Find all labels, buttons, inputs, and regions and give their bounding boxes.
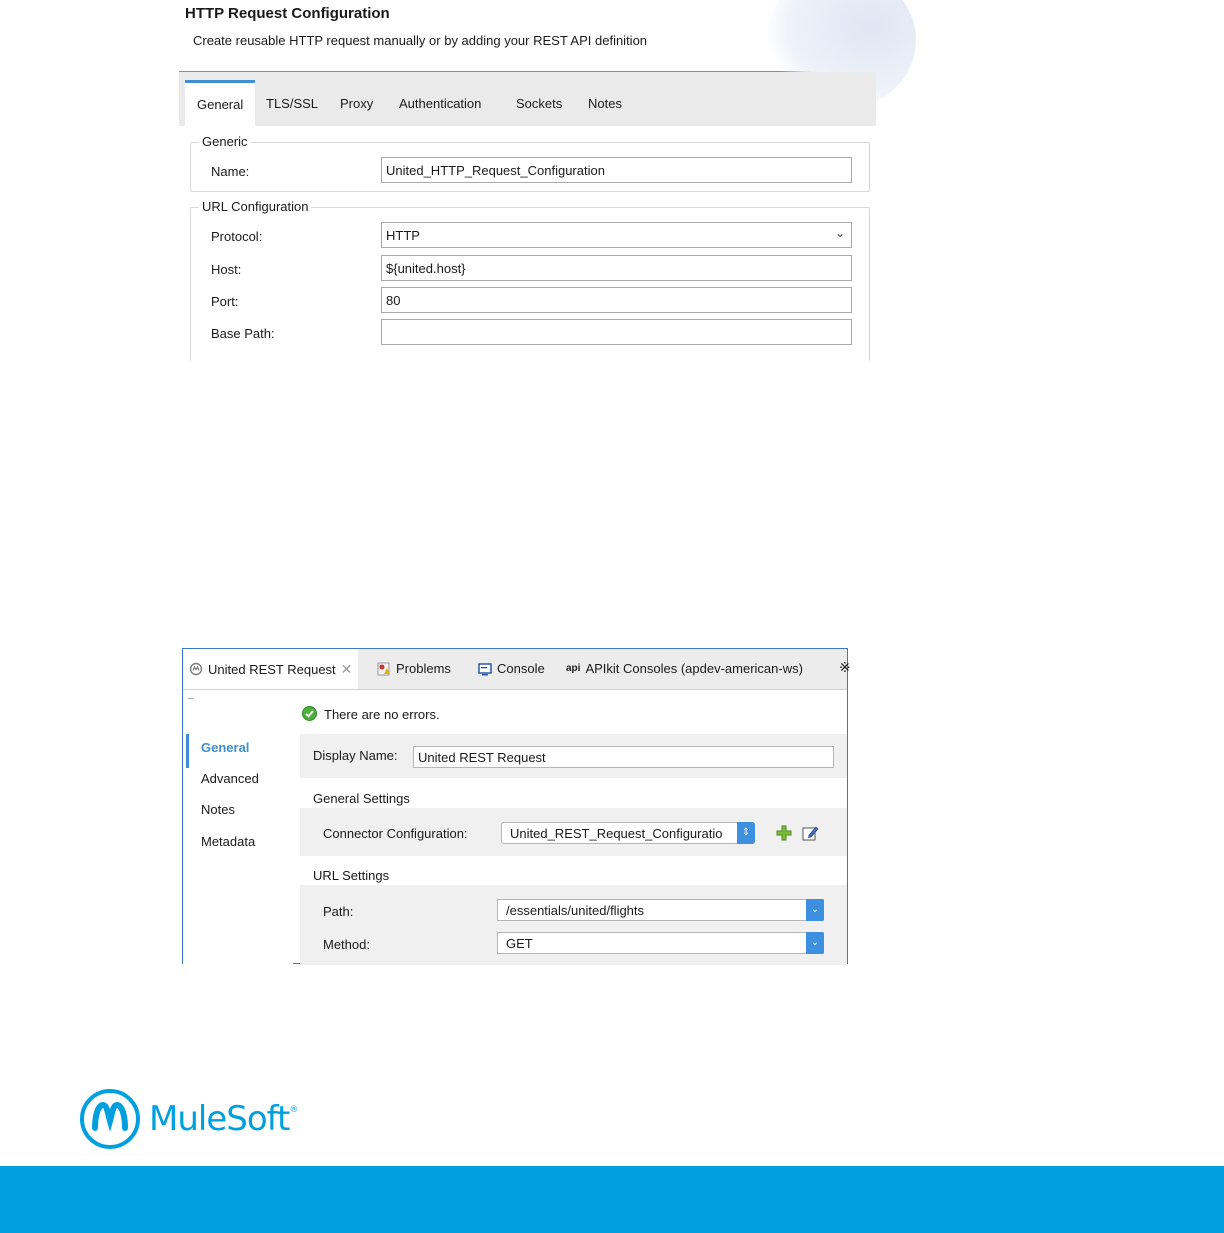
properties-panel [182, 648, 851, 964]
general-settings-row [300, 808, 847, 856]
path-label: Path: [323, 904, 354, 919]
path-value: /essentials/united/flights [506, 903, 645, 918]
footer-bar [0, 1166, 1224, 1233]
display-name-label: Display Name: [313, 748, 398, 763]
collapse-marker: – [188, 693, 194, 704]
overflow-icon[interactable]: ※ [839, 659, 851, 675]
config-tab-bar [179, 72, 876, 126]
protocol-value: HTTP [386, 228, 420, 243]
mulesoft-logo-icon [79, 1088, 141, 1150]
url-configuration-group [190, 199, 870, 361]
method-value: GET [506, 936, 533, 951]
protocol-select[interactable] [381, 222, 852, 248]
host-label: Host: [211, 262, 242, 277]
dialog-title: HTTP Request Configuration [185, 5, 390, 22]
dialog-subtitle: Create reusable HTTP request manually or by adding your REST API definition [193, 33, 648, 48]
protocol-label: Protocol: [211, 229, 263, 244]
http-request-config-dialog [179, 0, 876, 360]
tab-console[interactable] [478, 661, 545, 676]
status-message: There are no errors. [324, 707, 440, 722]
base-path-label: Base Path: [211, 326, 275, 341]
tab-label: Problems [396, 661, 451, 676]
trademark-symbol: ® [289, 1105, 298, 1115]
display-name-row [300, 734, 847, 778]
sidebar-item-general[interactable]: General [201, 740, 250, 755]
chevron-down-icon: ⌄ [806, 899, 824, 921]
tab-label: United REST Request [208, 661, 336, 677]
connector-configuration-value: United_REST_Request_Configuratio [510, 826, 723, 841]
tab-problems[interactable] [377, 661, 451, 676]
port-field[interactable]: 80 [381, 287, 852, 313]
tab-general[interactable]: General [185, 80, 255, 126]
mulesoft-wordmark [149, 1099, 297, 1139]
tab-label: APIkit Consoles (apdev-american-ws) [585, 661, 803, 676]
host-field[interactable]: ${united.host} [381, 255, 852, 281]
close-icon[interactable]: ✕ [340, 660, 353, 677]
method-label: Method: [323, 937, 370, 952]
sidebar-item-advanced[interactable]: Advanced [201, 771, 259, 786]
url-settings-heading: URL Settings [313, 868, 390, 883]
base-path-field[interactable] [381, 319, 852, 345]
url-settings-row [300, 885, 847, 965]
panel-sidebar [183, 690, 293, 965]
tab-authentication[interactable]: Authentication [399, 96, 482, 111]
url-configuration-legend: URL Configuration [199, 199, 311, 214]
brand-name: MuleSoft [149, 1099, 290, 1139]
tab-tls-ssl[interactable]: TLS/SSL [266, 96, 319, 111]
sidebar-active-indicator [186, 734, 189, 768]
tab-apikit-consoles[interactable] [566, 661, 803, 676]
config-body [179, 126, 876, 360]
api-icon: api [566, 663, 581, 674]
generic-group [190, 134, 870, 192]
generic-legend: Generic [199, 134, 251, 149]
sidebar-item-metadata[interactable]: Metadata [201, 834, 256, 849]
edit-config-icon[interactable] [802, 825, 819, 841]
add-config-icon[interactable] [776, 825, 792, 841]
connector-configuration-select[interactable] [501, 822, 755, 844]
name-field[interactable]: United_HTTP_Request_Configuration [381, 157, 852, 183]
tab-label: Console [497, 661, 545, 676]
mule-config-icon [189, 662, 203, 676]
port-label: Port: [211, 294, 239, 309]
problems-icon [377, 662, 391, 676]
up-down-chevron-icon: ⇕ [737, 822, 755, 844]
tab-proxy[interactable]: Proxy [340, 96, 374, 111]
general-settings-heading: General Settings [313, 791, 410, 806]
tab-united-rest-request[interactable] [183, 649, 358, 689]
chevron-down-icon: ⌄ [834, 226, 845, 240]
console-icon [478, 662, 492, 676]
dialog-header [179, 0, 876, 72]
panel-main [293, 690, 847, 965]
name-label: Name: [211, 164, 250, 179]
tab-notes[interactable]: Notes [588, 96, 622, 111]
tab-sockets[interactable]: Sockets [516, 96, 563, 111]
chevron-down-icon: ⌄ [806, 932, 824, 954]
check-circle-icon [302, 706, 317, 721]
path-select[interactable] [497, 899, 824, 921]
connector-configuration-label: Connector Configuration: [323, 826, 468, 841]
method-select[interactable] [497, 932, 824, 954]
sidebar-item-notes[interactable]: Notes [201, 802, 235, 817]
mulesoft-logo [79, 1088, 297, 1150]
display-name-input[interactable]: United REST Request [413, 746, 834, 768]
panel-tab-bar [183, 649, 851, 690]
